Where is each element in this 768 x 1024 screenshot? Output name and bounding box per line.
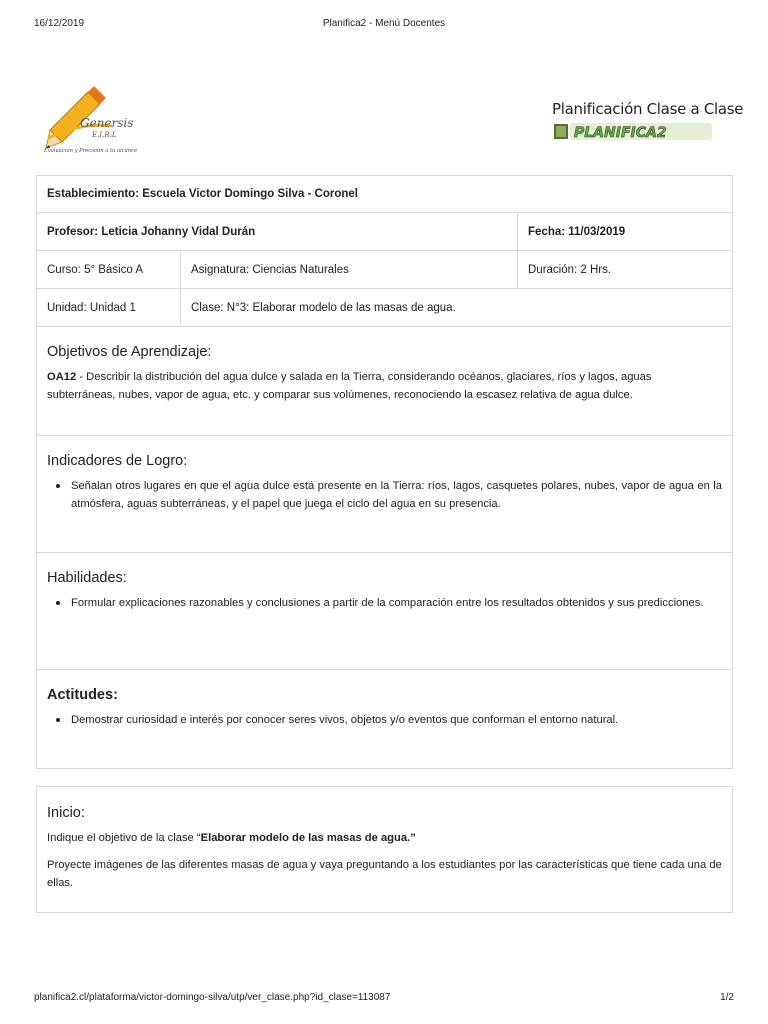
- row-curso: [37, 251, 732, 289]
- inicio-instructions: Proyecte imágenes de las diferentes masas de agua y vaya preguntando a los estudiantes por las características que tiene cada una de ellas.: [47, 859, 722, 889]
- indicadores-list: [47, 477, 722, 513]
- svg-text:Evaluación y Precisión a tu al: Evaluación y Precisión a tu alcance: [44, 148, 138, 154]
- print-page-title: Planifica2 - Menú Docentes: [322, 18, 446, 29]
- print-date: 16/12/2019: [34, 18, 85, 29]
- inicio-objective: Indique el objetivo de la clase “Elaborar modelo de las masas de agua.”: [47, 832, 416, 844]
- objetivos-title: Objetivos de Aprendizaje:: [47, 344, 212, 360]
- habilidades-list: [47, 594, 722, 612]
- actitudes-title: Actitudes:: [47, 687, 118, 703]
- row-establecimiento: [37, 176, 732, 213]
- objetivo-code: OA12: [47, 371, 77, 383]
- print-header: [34, 18, 734, 32]
- objetivos-text: OA12 - Describir la distribución del agua dulce y salada en la Tierra, considerando océanos, glaciares, ríos y lagos, aguas subterráneas, nubes, vapor de agua, etc. y comparar sus volúmenes, reconociendo la escasez relativa de agua dulce.: [47, 371, 652, 401]
- habilidades-section: [37, 553, 732, 670]
- class-plan-card: [36, 175, 733, 769]
- clase-text: Clase: N°3: Elaborar modelo de las masas de agua.: [180, 289, 732, 326]
- print-footer: [34, 992, 734, 1006]
- print-url: planifica2.cl/plataforma/victor-domingo-silva/utp/ver_clase.php?id_clase=113087: [34, 992, 391, 1003]
- actitudes-list: [47, 711, 722, 729]
- inicio-card: [36, 786, 733, 913]
- indicadores-title: Indicadores de Logro:: [47, 453, 188, 469]
- list-item: Formular explicaciones razonables y conclusiones a partir de la comparación entre los resultados obtenidos y sus predicciones.: [71, 594, 722, 612]
- actitudes-section: [37, 670, 732, 768]
- habilidades-title: Habilidades:: [47, 570, 127, 586]
- logo-heading: Planificación Clase a Clase: [552, 100, 744, 118]
- pencil-logo-icon: [42, 82, 142, 156]
- fecha-text: Fecha: 11/03/2019: [517, 213, 732, 250]
- row-unidad: [37, 289, 732, 327]
- inicio-section: [37, 787, 732, 892]
- objetivos-section: [37, 327, 732, 436]
- planifica2-brand: [552, 120, 732, 142]
- duracion-text: Duración: 2 Hrs.: [517, 251, 732, 288]
- asignatura-text: Asignatura: Ciencias Naturales: [180, 251, 517, 288]
- genersis-logo: [42, 82, 142, 156]
- list-item: Señalan otros lugares en que el agua dulce está presente en la Tierra: ríos, lagos, casquetes polares, nubes, vapor de agua en la atmósfera, aguas subterráneas, y el papel que juega el ciclo del agua en su presencia.: [71, 477, 722, 513]
- planifica2-logo: [552, 100, 744, 148]
- inicio-title: Inicio:: [47, 805, 85, 821]
- indicadores-section: [37, 436, 732, 553]
- profesor-text: Profesor: Leticia Johanny Vidal Durán: [47, 225, 256, 238]
- svg-text:E.I.R.L: E.I.R.L: [92, 131, 117, 139]
- list-item: Demostrar curiosidad e interés por conocer seres vivos, objetos y/o eventos que conforman el entorno natural.: [71, 711, 722, 729]
- book-logo-icon: [552, 120, 717, 142]
- page-counter: 1/2: [720, 992, 734, 1003]
- logo-brand-text: Genersis: [80, 116, 134, 130]
- unidad-text: Unidad: Unidad 1: [47, 301, 136, 314]
- curso-text: Curso: 5° Básico A: [47, 263, 144, 276]
- svg-text:PLANIFICA2: PLANIFICA2: [574, 125, 667, 141]
- row-profesor: [37, 213, 732, 251]
- establecimiento-text: Establecimiento: Escuela Victor Domingo Silva - Coronel: [47, 188, 358, 200]
